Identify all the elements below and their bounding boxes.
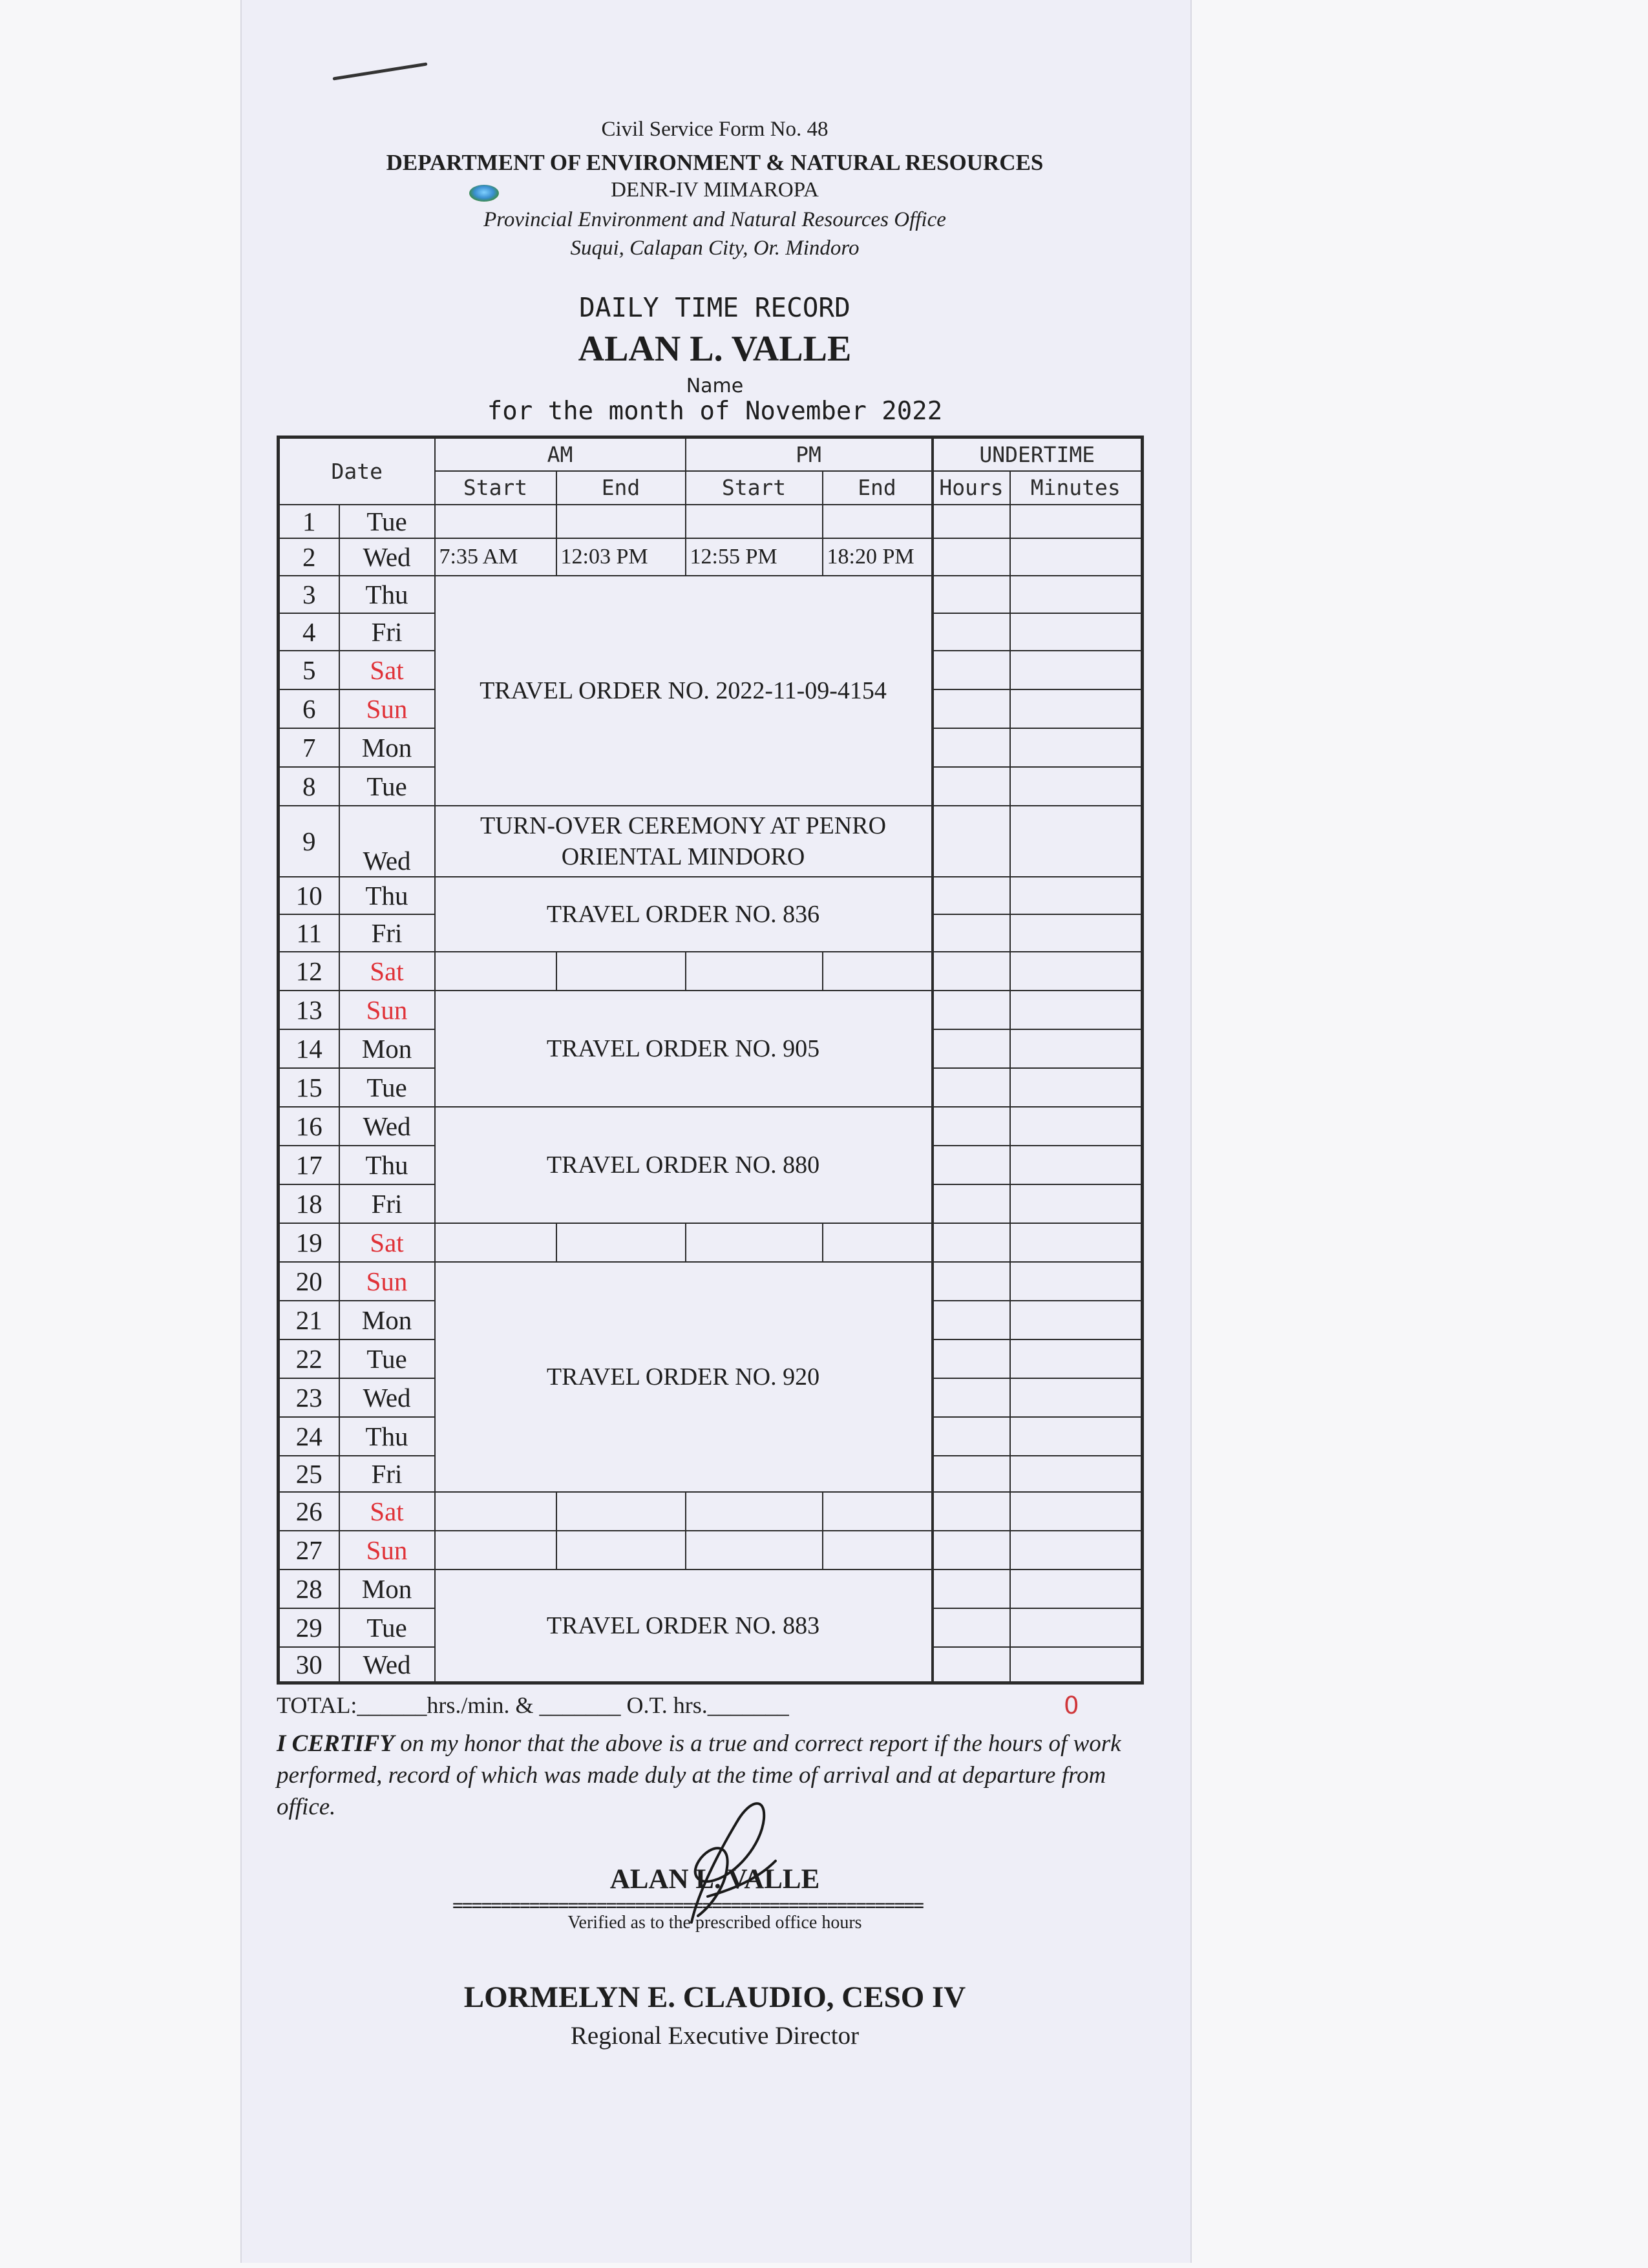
undertime-minutes (1010, 1378, 1143, 1417)
employee-name: ALAN L. VALLE (578, 329, 852, 369)
day-name: Mon (339, 1029, 435, 1068)
signatory-name: ALAN L. VALLE (609, 1864, 820, 1895)
undertime-minutes (1010, 952, 1143, 991)
pm-end-time: 18:20 PM (823, 538, 933, 576)
total-value: 0 (1064, 1692, 1079, 1719)
day-name: Thu (339, 877, 435, 914)
undertime-hours (933, 1456, 1010, 1492)
day-number: 5 (279, 651, 339, 689)
am-start-header: Start (435, 471, 556, 505)
undertime-hours (933, 1068, 1010, 1107)
undertime-hours (933, 767, 1010, 806)
certify-body: on my honor that the above is a true and correct report if the hours of work performed, record of which was made duly at the time of arrival and at departure from office. (277, 1730, 1121, 1820)
undertime-hours (933, 1029, 1010, 1068)
undertime-hours (933, 806, 1010, 877)
undertime-hours (933, 538, 1010, 576)
document-title: DAILY TIME RECORD (579, 292, 850, 323)
day-number: 6 (279, 689, 339, 728)
am-end-time (556, 1531, 686, 1570)
pm-start-header: Start (686, 471, 823, 505)
day-name: Tue (339, 1608, 435, 1647)
undertime-minutes (1010, 1570, 1143, 1608)
day-name: Sat (339, 1492, 435, 1531)
day-number: 28 (279, 1570, 339, 1608)
undertime-minutes (1010, 1608, 1143, 1647)
hours-header: Hours (933, 471, 1010, 505)
table-row (279, 1570, 1143, 1608)
travel-order-entry: TRAVEL ORDER NO. 883 (435, 1570, 933, 1683)
undertime-hours (933, 689, 1010, 728)
undertime-minutes (1010, 1339, 1143, 1378)
am-start-time (435, 1223, 556, 1262)
undertime-minutes (1010, 1146, 1143, 1184)
undertime-header: UNDERTIME (933, 437, 1143, 471)
day-number: 22 (279, 1339, 339, 1378)
verified-label: Verified as to the prescribed office hours (567, 1913, 862, 1933)
undertime-minutes (1010, 914, 1143, 952)
day-number: 20 (279, 1262, 339, 1301)
day-name: Tue (339, 767, 435, 806)
day-name: Sat (339, 1223, 435, 1262)
day-name: Sun (339, 689, 435, 728)
day-number: 19 (279, 1223, 339, 1262)
undertime-minutes (1010, 1492, 1143, 1531)
undertime-minutes (1010, 767, 1143, 806)
day-name: Fri (339, 914, 435, 952)
undertime-minutes (1010, 1262, 1143, 1301)
table-row (279, 806, 1143, 877)
undertime-hours (933, 1570, 1010, 1608)
day-number: 12 (279, 952, 339, 991)
date-header: Date (279, 437, 435, 505)
undertime-minutes (1010, 538, 1143, 576)
pm-end-time (823, 1492, 933, 1531)
day-name: Fri (339, 1184, 435, 1223)
table-row (279, 877, 1143, 914)
undertime-hours (933, 1608, 1010, 1647)
undertime-hours (933, 1301, 1010, 1339)
undertime-hours (933, 1492, 1010, 1531)
undertime-minutes (1010, 1107, 1143, 1146)
day-name: Mon (339, 1570, 435, 1608)
day-name: Mon (339, 1301, 435, 1339)
travel-order-entry: TRAVEL ORDER NO. 920 (435, 1262, 933, 1492)
pm-start-time (686, 952, 823, 991)
undertime-hours (933, 1647, 1010, 1683)
undertime-hours (933, 576, 1010, 613)
day-name: Tue (339, 1339, 435, 1378)
signature-rule: ================================================= (452, 1895, 924, 1916)
undertime-hours (933, 1378, 1010, 1417)
pm-header: PM (686, 437, 933, 471)
day-number: 18 (279, 1184, 339, 1223)
day-name: Mon (339, 728, 435, 767)
minutes-header: Minutes (1010, 471, 1143, 505)
undertime-minutes (1010, 689, 1143, 728)
table-row (279, 1531, 1143, 1570)
day-number: 7 (279, 728, 339, 767)
day-name: Sat (339, 952, 435, 991)
day-name: Tue (339, 1068, 435, 1107)
table-row (279, 538, 1143, 576)
undertime-minutes (1010, 505, 1143, 538)
undertime-hours (933, 613, 1010, 651)
undertime-hours (933, 1223, 1010, 1262)
undertime-minutes (1010, 576, 1143, 613)
day-number: 3 (279, 576, 339, 613)
day-number: 16 (279, 1107, 339, 1146)
am-end-time (556, 1223, 686, 1262)
director-title: Regional Executive Director (570, 2022, 860, 2050)
day-number: 17 (279, 1146, 339, 1184)
day-name: Sun (339, 1531, 435, 1570)
name-label: Name (686, 375, 744, 397)
day-number: 10 (279, 877, 339, 914)
day-number: 24 (279, 1417, 339, 1456)
undertime-minutes (1010, 1223, 1143, 1262)
undertime-hours (933, 1339, 1010, 1378)
region-name: DENR-IV MIMAROPA (611, 178, 819, 202)
director-name: LORMELYN E. CLAUDIO, CESO IV (463, 1980, 966, 2014)
day-number: 8 (279, 767, 339, 806)
undertime-hours (933, 728, 1010, 767)
day-name: Sun (339, 991, 435, 1029)
day-number: 29 (279, 1608, 339, 1647)
day-name: Sun (339, 1262, 435, 1301)
day-number: 14 (279, 1029, 339, 1068)
table-row (279, 991, 1143, 1029)
undertime-hours (933, 1262, 1010, 1301)
am-end-time: 12:03 PM (556, 538, 686, 576)
pm-start-time (686, 1531, 823, 1570)
pm-end-time (823, 1223, 933, 1262)
day-number: 26 (279, 1492, 339, 1531)
day-number: 11 (279, 914, 339, 952)
undertime-minutes (1010, 1301, 1143, 1339)
day-name: Wed (339, 1647, 435, 1683)
am-start-time (435, 1492, 556, 1531)
undertime-minutes (1010, 1456, 1143, 1492)
day-number: 2 (279, 538, 339, 576)
am-end-time (556, 505, 686, 538)
day-name: Fri (339, 613, 435, 651)
table-row (279, 576, 1143, 613)
travel-order-entry: TRAVEL ORDER NO. 836 (435, 877, 933, 952)
undertime-hours (933, 651, 1010, 689)
day-number: 27 (279, 1531, 339, 1570)
undertime-minutes (1010, 1029, 1143, 1068)
undertime-hours (933, 991, 1010, 1029)
am-start-time: 7:35 AM (435, 538, 556, 576)
undertime-hours (933, 877, 1010, 914)
day-name: Wed (339, 1107, 435, 1146)
undertime-minutes (1010, 877, 1143, 914)
table-row (279, 1107, 1143, 1146)
travel-order-entry: TURN-OVER CEREMONY AT PENRO ORIENTAL MINDORO (435, 806, 933, 877)
day-number: 15 (279, 1068, 339, 1107)
day-name: Fri (339, 1456, 435, 1492)
certify-bold: I CERTIFY (277, 1730, 394, 1757)
pm-start-time (686, 1492, 823, 1531)
pm-end-time (823, 505, 933, 538)
table-row (279, 1223, 1143, 1262)
total-line: TOTAL:______hrs./min. & _______ O.T. hrs._______ (277, 1692, 789, 1718)
travel-order-entry: TRAVEL ORDER NO. 2022-11-09-4154 (435, 576, 933, 806)
undertime-minutes (1010, 613, 1143, 651)
undertime-minutes (1010, 1647, 1143, 1683)
am-end-time (556, 1492, 686, 1531)
undertime-minutes (1010, 1068, 1143, 1107)
pm-end-time (823, 952, 933, 991)
undertime-minutes (1010, 806, 1143, 877)
undertime-hours (933, 505, 1010, 538)
day-name: Thu (339, 1146, 435, 1184)
day-name: Thu (339, 576, 435, 613)
am-end-time (556, 952, 686, 991)
undertime-hours (933, 952, 1010, 991)
month-line: for the month of November 2022 (487, 397, 943, 426)
am-header: AM (435, 437, 686, 471)
table-row (279, 505, 1143, 538)
day-number: 4 (279, 613, 339, 651)
day-number: 9 (279, 806, 339, 877)
am-end-header: End (556, 471, 686, 505)
travel-order-entry: TRAVEL ORDER NO. 880 (435, 1107, 933, 1223)
undertime-hours (933, 1146, 1010, 1184)
pm-start-time (686, 505, 823, 538)
office-address: Suqui, Calapan City, Or. Mindoro (570, 236, 860, 260)
table-row (279, 1262, 1143, 1301)
day-name: Tue (339, 505, 435, 538)
day-name: Wed (339, 538, 435, 576)
day-number: 21 (279, 1301, 339, 1339)
am-start-time (435, 1531, 556, 1570)
day-number: 23 (279, 1378, 339, 1417)
undertime-minutes (1010, 991, 1143, 1029)
table-row (279, 1492, 1143, 1531)
pm-start-time (686, 1223, 823, 1262)
travel-order-entry: TRAVEL ORDER NO. 905 (435, 991, 933, 1107)
undertime-minutes (1010, 728, 1143, 767)
undertime-hours (933, 914, 1010, 952)
am-start-time (435, 505, 556, 538)
form-number: Civil Service Form No. 48 (601, 118, 829, 141)
day-name: Wed (339, 806, 435, 877)
day-number: 25 (279, 1456, 339, 1492)
day-name: Sat (339, 651, 435, 689)
undertime-minutes (1010, 1417, 1143, 1456)
table-row (279, 952, 1143, 991)
pm-end-time (823, 1531, 933, 1570)
undertime-hours (933, 1417, 1010, 1456)
day-number: 30 (279, 1647, 339, 1683)
pm-end-header: End (823, 471, 933, 505)
day-name: Thu (339, 1417, 435, 1456)
day-name: Wed (339, 1378, 435, 1417)
undertime-hours (933, 1531, 1010, 1570)
undertime-minutes (1010, 1184, 1143, 1223)
undertime-minutes (1010, 1531, 1143, 1570)
department-name: DEPARTMENT OF ENVIRONMENT & NATURAL RESOURCES (386, 150, 1044, 175)
day-number: 13 (279, 991, 339, 1029)
undertime-hours (933, 1107, 1010, 1146)
office-name: Provincial Environment and Natural Resources Office (483, 208, 946, 231)
pm-start-time: 12:55 PM (686, 538, 823, 576)
undertime-hours (933, 1184, 1010, 1223)
undertime-minutes (1010, 651, 1143, 689)
day-number: 1 (279, 505, 339, 538)
am-start-time (435, 952, 556, 991)
time-record-table (277, 436, 1144, 1685)
